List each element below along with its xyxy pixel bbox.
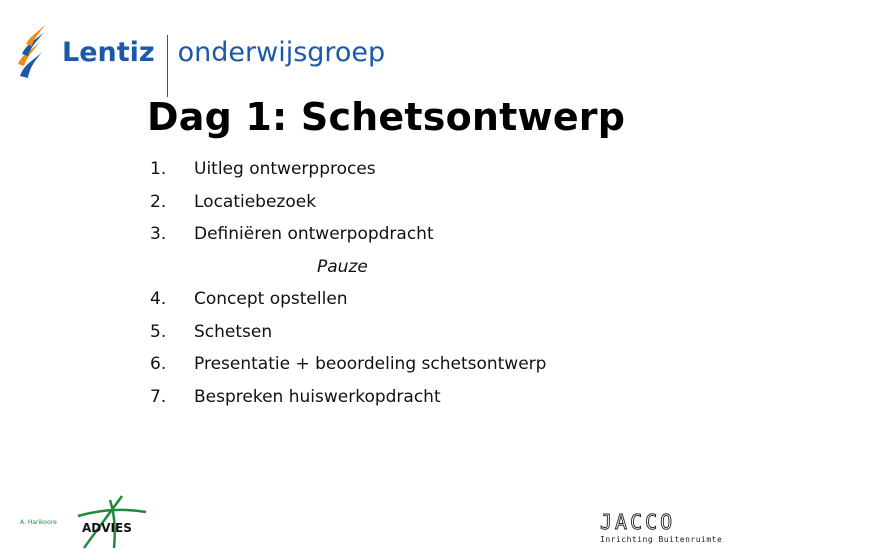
item-number: 3. <box>150 224 167 244</box>
list-item <box>150 348 546 381</box>
lentiz-flame-icon <box>12 20 56 84</box>
logo-text-light: onderwijsgroep <box>177 36 386 68</box>
advies-small-text: A. Harikoore <box>20 519 57 526</box>
item-number: 7. <box>150 386 167 407</box>
item-number: 6. <box>150 354 167 374</box>
pause-item <box>150 251 546 284</box>
pause-text: Pauze <box>317 256 368 277</box>
item-text: Uitleg ontwerpproces <box>194 159 376 179</box>
logo-text-bold: Lentiz <box>62 36 155 68</box>
lentiz-logo <box>12 20 385 84</box>
agenda-list <box>150 153 546 413</box>
logo-divider <box>167 35 168 97</box>
item-number: 4. <box>150 289 167 309</box>
list-item <box>150 316 546 349</box>
item-number: 2. <box>150 191 167 212</box>
jacco-text: JACCO <box>600 510 676 534</box>
item-text: Definiëren ontwerpopdracht <box>194 224 434 244</box>
list-item <box>150 218 546 251</box>
advies-text: ADVIES <box>82 521 132 535</box>
list-item <box>150 381 546 414</box>
list-item <box>150 283 546 316</box>
item-text: Schetsen <box>194 321 273 342</box>
item-number: 1. <box>150 159 167 179</box>
item-number: 5. <box>150 321 167 342</box>
list-item <box>150 153 546 186</box>
item-text: Concept opstellen <box>194 289 348 309</box>
item-text: Presentatie + beoordeling schetsontwerp <box>194 354 547 374</box>
advies-logo <box>18 490 158 550</box>
jacco-logo <box>596 507 742 547</box>
item-text: Locatiebezoek <box>194 191 317 212</box>
list-item <box>150 186 546 219</box>
slide-title: Dag 1: Schetsontwerp <box>147 95 626 139</box>
jacco-sub-text: Inrichting Buitenruimte <box>600 535 723 544</box>
item-text: Bespreken huiswerkopdracht <box>194 386 441 407</box>
